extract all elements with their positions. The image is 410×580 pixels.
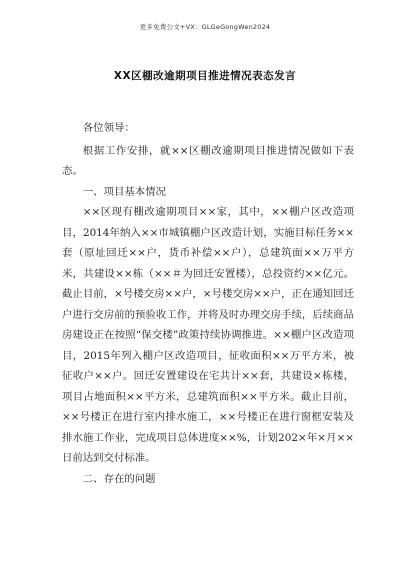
section-heading-problems: 二、存在的问题	[82, 472, 156, 485]
opening-paragraph: 根据工作安排，就××区棚改逾期项目推进情况做如下表态。	[62, 144, 354, 177]
document-body	[62, 118, 354, 489]
salutation: 各位领导：	[82, 122, 135, 134]
section-basic-info-body: ××区现有棚改逾期项目××家，其中，××棚户区改造项目，2014年纳入××市城镇棚户区改造计划，实施目标任务××套（原址回迁××户，货币补偿××户），总建筑面××万平方米，共建设××栋（××＃为回迁安置楼），总投资约××亿元。截止目前，×号楼交房××户，×号楼交房××户，正在通知回迁户进行交房前的预验收工作，并将及时办理交房手续，后续商品房建设正在按照“保交楼”政策持续协调推进。××棚户区改造项目，2015年列入棚户区改造项目，征收面积××万平方米，被征收户××户。回迁安置建设在宅共计××套，共建设×栋楼，项目占地面积××平方米，总建筑面积××平方米。截止目前，××号楼正在进行室内排水施工，××号楼正在进行窗框安装及排水施工作业，完成项目总体进度××%，计划202×年×月××日前达到交付标准。	[62, 206, 354, 464]
header-note: 更多免费公文+VX：GLGeGongWen2024	[139, 23, 271, 31]
section-heading-basic-info: 一、项目基本情况	[82, 185, 166, 198]
page-title: XX区棚改逾期项目推进情况表态发言	[113, 70, 297, 82]
